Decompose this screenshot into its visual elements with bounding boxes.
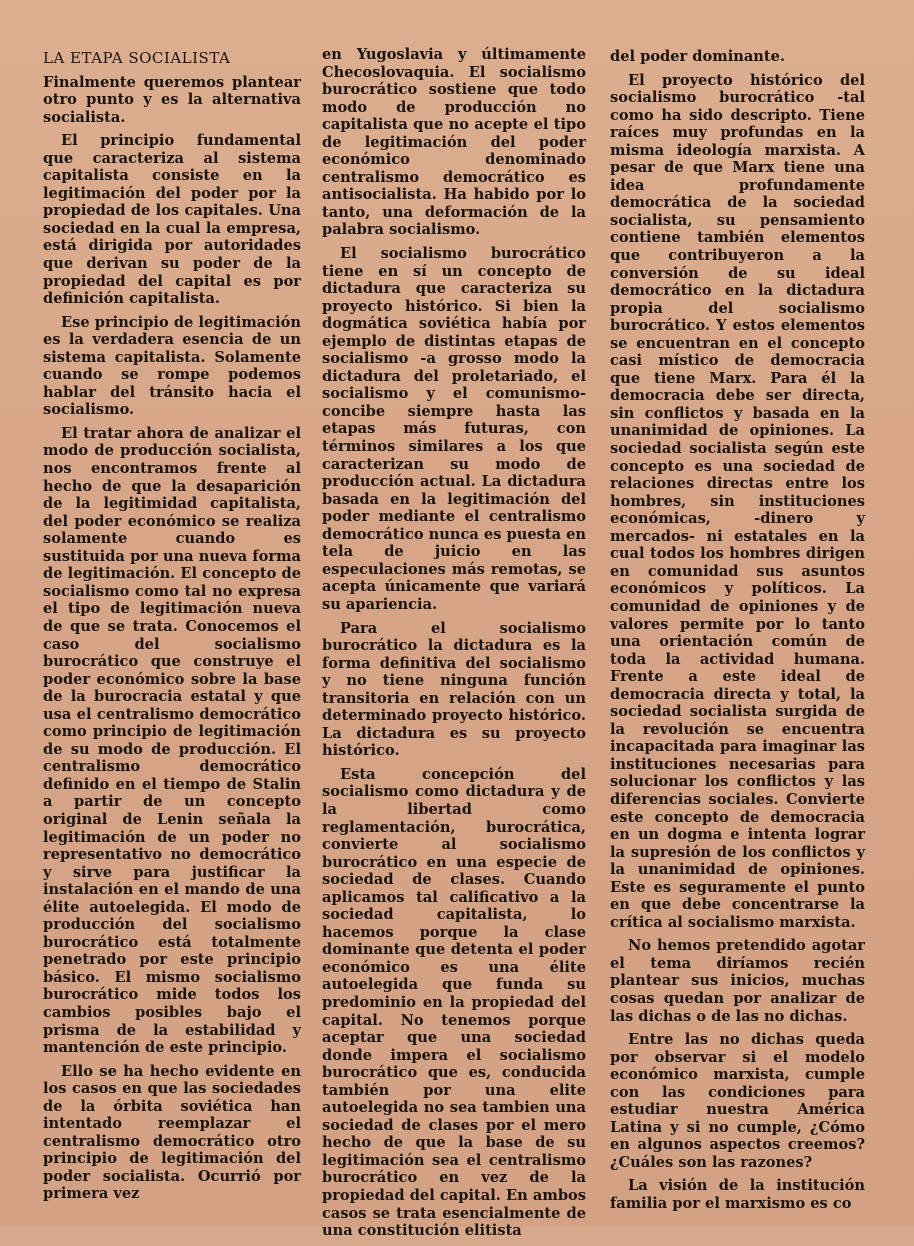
paragraph: Finalmente queremos plantear otro punto y es la alternativa socialista. — [43, 73, 301, 126]
paragraph: Entre las no dichas queda por observar si el modelo económico marxista, cumple con las condiciones para estudiar nuestra América Latina y si no cumple, ¿Cómo en algunos aspectos creemos? ¿Cuáles son las razones? — [610, 1031, 865, 1171]
text-column-1 — [43, 50, 301, 1209]
paragraph: La visión de la institución familia por el marxismo es co — [610, 1177, 865, 1212]
paragraph: El tratar ahora de analizar el modo de producción socialista, nos encontramos frente al hecho de que la desaparición de la legitimidad capitalista, del poder económico se realiza solamente cuando es sustituida por una nueva forma de legitimación. El concepto de socialismo como tal no expresa el tipo de legitimación nueva de que se trata. Conocemos el caso del socialismo burocrático que construye el poder económico sobre la base de la burocracia estatal y que usa el centralismo democrático como principio de legitimación de su modo de producción. El centralismo democrático definido en el tiempo de Stalin a partir de un concepto original de Lenin señala la legitimación de un poder no representativo no democrático y sirve para justificar la instalación en el mando de una élite autoelegida. El modo de producción del socialismo burocrático está totalmente penetrado por este principio básico. El mismo socialismo burocrático mide todos los cambios posibles bajo el prisma de la estabilidad y mantención de este principio. — [43, 424, 301, 1057]
text-column-3 — [610, 48, 865, 1219]
paragraph: Para el socialismo burocrático la dictadura es la forma definitiva del socialismo y no tiene ninguna función transitoria en relación con un determinado proyecto histórico. La dictadura es su proyecto histórico. — [322, 619, 586, 760]
paragraph: Ese principio de legitimación es la verdadera esencia de un sistema capitalista. Solamente cuando se rompe podemos hablar del tránsito hacia el socialismo. — [43, 313, 301, 419]
text-column-2 — [322, 46, 586, 1246]
paragraph: El proyecto histórico del socialismo burocrático -tal como ha sido descripto. Tiene raíces muy profundas en la misma ideología marxista. A pesar de que Marx tiene una idea profundamente democrática de la sociedad socialista, su pensamiento contiene también elementos que contribuyeron a la conversión de su ideal democrático en la dictadura propia del socialismo burocrático. Y estos elementos se encuentran en el concepto casi místico de democracia que tiene Marx. Para él la democracia debe ser directa, sin conflictos y basada en la unanimidad de opiniones. La sociedad socialista según este concepto es una sociedad de relaciones directas entre los hombres, sin instituciones económicas, -dinero y mercados- ni estatales en la cual todos los hombres dirigen en comunidad sus asuntos económicos y políticos. La comunidad de opiniones y de valores permite por lo tanto una orientación común de toda la actividad humana. Frente a este ideal de democracia directa y total, la sociedad socialista surgida de la revolución se encuentra incapacitada para imaginar las instituciones necesarias para solucionar los conflictos y las diferencias sociales. Convierte este concepto de democracia en un dogma e intenta lograr la supresión de los conflictos y la unanimidad de opiniones. Este es seguramente el punto en que debe concentrarse la crítica al socialismo marxista. — [610, 71, 865, 931]
paragraph: Ello se ha hecho evidente en los casos en que las sociedades de la órbita soviética han intentado reemplazar el centralismo democrático otro principio de legitimación del poder socialista. Ocurrió por primera vez — [43, 1062, 301, 1203]
paragraph: en Yugoslavia y últimamente Checoslovaquia. El socialismo burocrático sostiene que todo modo de producción no capitalista que no acepte el tipo de legitimación del poder económico denominado centralismo democrático es antisocialista. Ha habido por lo tanto, una deformación de la palabra socialismo. — [322, 46, 586, 239]
paragraph: Esta concepción del socialismo como dictadura y de la libertad como reglamentación, burocrática, convierte al socialismo burocrático en una especie de sociedad de clases. Cuando aplicamos tal calificativo a la sociedad capitalista, lo hacemos porque la clase dominante que detenta el poder económico es una élite autoelegida que funda su predominio en la propiedad del capital. No tenemos porque aceptar que una sociedad donde impera el socialismo burocrático que es, conducida también por una elite autoelegida no sea tambien una sociedad de clases por el mero hecho de que la base de su legitimación sea el centralismo burocrático en vez de la propiedad del capital. En ambos casos se trata esencialmente de una constitución elitista — [322, 765, 586, 1240]
paragraph: del poder dominante. — [610, 48, 786, 65]
paragraph: No hemos pretendido agotar el tema diríamos recién plantear sus inicios, muchas cosas quedan por analizar de las dichas o de las no dichas. — [610, 937, 865, 1025]
paragraph: El socialismo burocrático tiene en sí un concepto de dictadura que caracteriza su proyecto histórico. Si bien la dogmática soviética había por ejemplo de distintas etapas de socialismo -a grosso modo la dictadura del proletariado, el socialismo y el comunismo- concibe siempre hasta las etapas más futuras, con términos similares a los que caracterizan su modo de producción actual. La dictadura basada en la legitimación del poder mediante el centralismo democrático nunca es puesta en tela de juicio en las especulaciones más remotas, se acepta únicamente que variará su apariencia. — [322, 245, 587, 613]
section-heading: LA ETAPA SOCIALISTA — [43, 49, 231, 67]
paragraph: El principio fundamental que caracteriza al sistema capitalista consiste en la legitimación del poder por la propiedad de los capitales. Una sociedad en la cual la empresa, está dirigida por autoridades que derivan su poder de la propiedad del capital es por definición capitalista. — [43, 132, 301, 308]
